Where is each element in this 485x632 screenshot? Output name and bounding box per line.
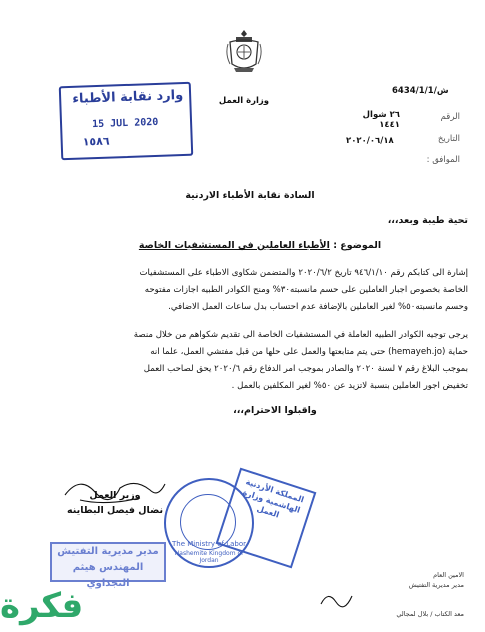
- incoming-stamp-number: ١٥٨٦: [82, 134, 110, 149]
- incoming-stamp-title: وارد نقابة الأطباء: [72, 87, 184, 107]
- ministry-name: وزارة العمل: [218, 96, 270, 106]
- reference-label: الرقم: [440, 112, 460, 122]
- subject-text: الأطباء العاملين في المستشفيات الخاصة: [138, 240, 330, 251]
- subject-label: الموضوع :: [333, 240, 382, 251]
- minister-name: نضال فيصل البطاينه: [66, 505, 164, 516]
- ministry-seal-en2: Hashemite Kingdom of Jordan: [174, 550, 244, 564]
- paragraph-2-line: بموجب البلاغ رقم ٧ لسنة ٢٠٢٠ والصادر بموجب امر الدفاع رقم ٢٠٢٠/٦ يحق لصاحب العمل: [143, 364, 468, 374]
- cc-line: الامين العام: [433, 571, 464, 579]
- greeting: تحية طيبة وبعد،،،: [387, 215, 468, 226]
- inspection-stamp-line1: مدير مديرية التفتيش: [57, 546, 159, 557]
- paragraph-1: [34, 265, 468, 316]
- hijri-date: ٢٦ شوال ١٤٤١: [362, 110, 400, 130]
- inspection-stamp: [50, 542, 166, 589]
- cc-author: معد الكتاب / بلال لمجالي: [396, 610, 464, 618]
- date-label: التاريخ: [437, 134, 460, 144]
- cc-list: [360, 570, 464, 590]
- paragraph-1-line: الخاصة بخصوص اجبار العاملين على حسم مانسبته٣٠% ومنح الكوادر الطبيه اجازات مفتوحه: [144, 285, 468, 295]
- brand-logo: [0, 586, 83, 626]
- incoming-stamp-date: 15 JUL 2020: [91, 116, 159, 131]
- closing: واقبلوا الاحترام،،،: [233, 405, 317, 416]
- subject-line: [100, 240, 420, 251]
- inspection-stamp-line2: المهندس هيثم النجداوي: [72, 562, 144, 589]
- paragraph-2: [34, 327, 468, 395]
- jordan-emblem-icon: [224, 28, 264, 74]
- paragraph-1-line: وحسم مانسبته٥٠% لغير العاملين بالإضافة عدم احتساب بدل ساعات العمل الاضافي.: [168, 302, 468, 312]
- ministry-seal-en: The Ministry of Labor: [172, 540, 247, 548]
- paragraph-2-line: حماية (hemayeh.jo) حتى يتم متابعتها والعمل على حلها من قبل مفتشي العمل، علما انه: [150, 347, 468, 357]
- minister-title: وزير العمل: [89, 490, 141, 501]
- brand-text: فكرة: [0, 586, 84, 626]
- addressee: السادة نقابة الأطباء الاردنية: [185, 190, 315, 201]
- corresponding-label: الموافق :: [426, 155, 460, 165]
- reference-number: 6434/1/1/ش: [392, 86, 449, 96]
- paragraph-2-line: يرجى توجيه الكوادر الطبيه العاملة في المستشفيات الخاصة الى تقديم شكواهم من خلال منصة: [133, 330, 468, 340]
- cc-signature: [318, 588, 360, 610]
- incoming-stamp: [59, 82, 194, 161]
- paragraph-1-line: إشارة الى كتابكم رقم ٩٤٦/١/١٠ تاريخ ٢٠٢٠/٦/٢ والمتضمن شكاوى الاطباء على المستشفيات: [139, 268, 468, 278]
- paragraph-2-line: تخفيض اجور العاملين بنسبة لاتزيد عن ٥٠% لغير المكلفين بالعمل .: [231, 381, 468, 391]
- cc-line: مدير مديرية التفتيش: [408, 581, 464, 589]
- gregorian-date: ٢٠٢٠/٠٦/١٨: [346, 136, 394, 146]
- ministry-stamp-text: المملكة الأردنية الهاشمية وزارة العمل: [241, 477, 305, 520]
